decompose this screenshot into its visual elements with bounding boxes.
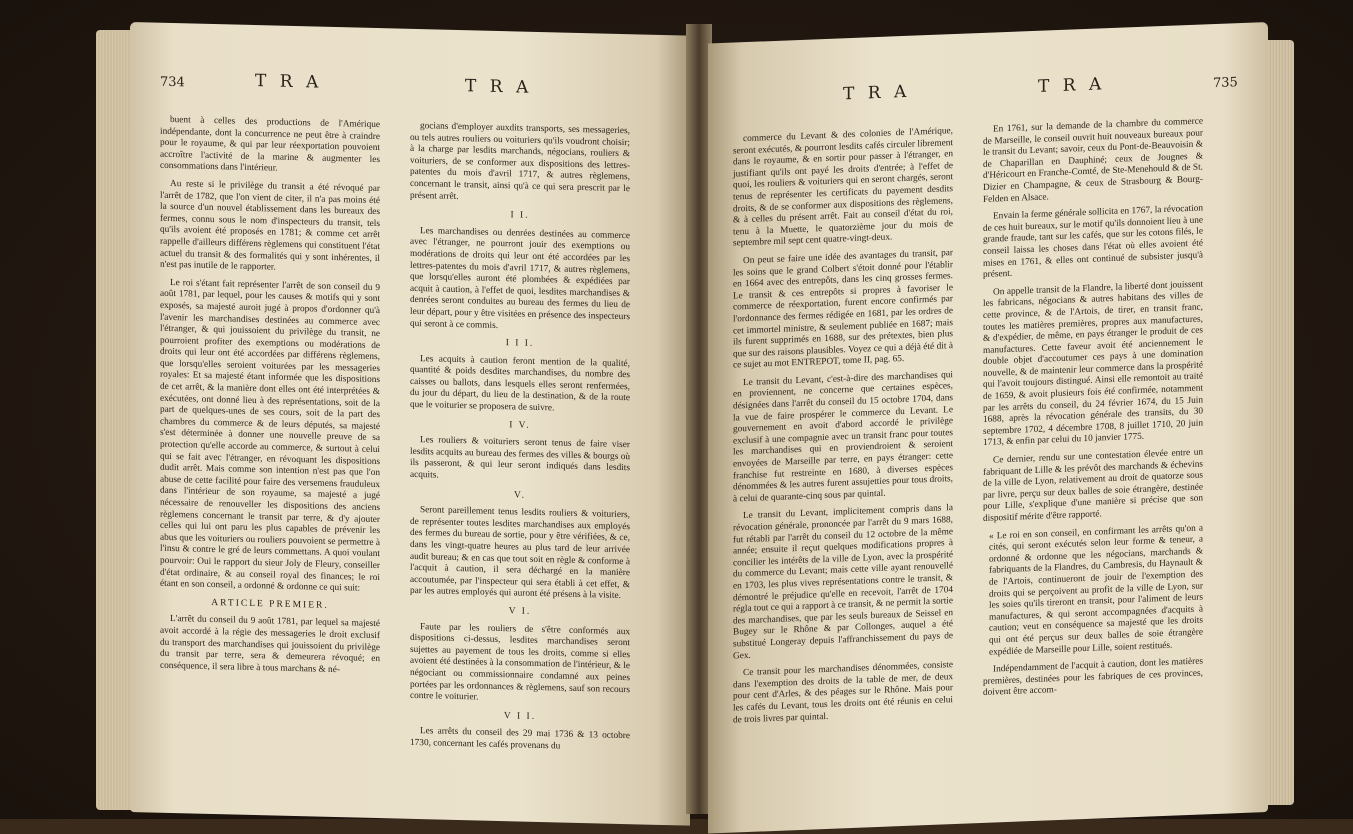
left-column-2 bbox=[410, 121, 630, 761]
left-page-edges bbox=[96, 30, 134, 810]
paragraph: L'arrêt du conseil du 9 août 1781, par lequel sa majesté avoit accordé à la régie des messageries le droit exclusif du transport des marchandises qui jouissoient du privilège du transit par terre, sera & demeurera révoqué; en conséquence, il sera libre à tous marchans & né- bbox=[160, 614, 380, 675]
paragraph: Indépendamment de l'acquit à caution, dont les matières premières, destinées pour les fabriques de ces provinces, doivent être accom- bbox=[983, 656, 1203, 699]
right-page-number: 735 bbox=[1213, 75, 1238, 92]
paragraph: Ce dernier, rendu sur une contestation élevée entre un fabriquant de Lille & les prévôt des marchands & échevins de la ville de Lyon, relativement au droit de quatorze sous par livre, perçu sur deux balles de soie étrangère, destinée pour Lille, s'explique d'une manière si précise que son dispositif mérite d'être rapporté. bbox=[983, 447, 1203, 524]
section-number: V. bbox=[513, 490, 526, 501]
right-page bbox=[708, 22, 1268, 834]
section-number: I I. bbox=[510, 210, 530, 221]
paragraph: Le transit du Levant, implicitement compris dans la révocation générale, prononcée par l'arrêt du 9 mars 1688, fut rétabli par l'arrêt du conseil du 12 octobre de la même année; ensuite il reçut quelques modifications propres à concilier les intérêts de la ville de Lyon, avec la prospérité du commerce du Levant; mais cette ville ayant renouvellé en 1703, les plus vives représentations contre le transit, & démontré le préjudice qu'elle en recevoit, l'arrêt de 1704 régla tout ce qui a rapport à ce transit, & ne permit la sortie des marchandises, que par les seuls bureaux de Seissel en Bugey sur le Rhône & par Collonges, auquel a été substitué Longeray depuis l'affranchissement du pays de Gex. bbox=[733, 503, 953, 662]
paragraph: Le roi s'étant fait représenter l'arrêt de son conseil du 9 août 1781, par lequel, pour les causes & motifs qui y sont exposés, sa majesté auroit jugé à propos d'ordonner qu'à l'avenir les marchandises destinées au commerce avec l'étranger, & qui jouissoient du privilège du transit, ne pourroient profiter des exemptions ou modérations de droits qui leur ont été accordées par différens règlemens, que lorsqu'elles seroient voiturées par les messageries royales: Et sa majesté étant informée que les dispositions de cet arrêt, & la manière dont elles ont été interprétées & exécutées, ont donné lieu à des représentations, soit de la part de quelques-unes de ses cours, soit de la part des chambres du commerce & de leurs députés, sa majesté s'est déterminée à donner une nouvelle preuve de sa protection qu'elle accorde au commerce, & surtout à celui qui se fait avec l'étranger, en révoquant les dispositions dudit arrêt. Mais comme son intention n'est pas que l'on abuse de cette facilité pour faire des versemens frauduleux dans l'intérieur de son royaume, sa majesté a jugé nécessaire de renouveller les dispositions des anciens règlemens concernant le transit par terre, & d'y ajouter celles qui lui ont paru les plus capables de prévenir les abus que les voituriers ou rouliers pouvoient se permettre à l'insu & contre le gré de leurs commettans. A quoi voulant pourvoir: Oui le rapport du sieur Joly de Fleury, conseiller d'état ordinaire, & au conseil royal des finances; le roi étant en son conseil, a ordonné & ordonne ce qui suit: bbox=[160, 277, 380, 594]
paragraph: Envain la ferme générale sollicita en 1767, la révocation de ces huit bureaux, sur le motif qu'ils donnoient lieu à une grande fraude, tant sur les cafés, que sur les cotons filés, le conseil laissa les choses dans l'état où elles avoient été mises en 1761, & elles ont continué de subsister jusqu'à présent. bbox=[983, 203, 1203, 281]
paragraph: Les arrêts du conseil des 29 mai 1736 & 13 octobre 1730, concernant les cafés provenans du bbox=[410, 726, 630, 752]
right-page-edges bbox=[1264, 40, 1294, 805]
paragraph: Ce transit pour les marchandises dénommées, consiste dans l'exemption des droits de la table de mer, de deux pour cent d'Arles, & des péages sur le Rhône. Mais pour les cafés du Levant, tous les droits ont été réunis en celui de trois livres par quintal. bbox=[733, 660, 953, 726]
left-page-header bbox=[130, 62, 690, 116]
paragraph: En 1761, sur la demande de la chambre du commerce de Marseille, le conseil ouvrit huit nouveaux bureaux pour le transit du Levant; savoir, ceux du Pont-de-Beauvoisin & de Chaparillan en Dauphiné; ceux de Jougnes & d'Héricourt en Franche-Comté, de Ste-Menehould & de St. Dizier en Champagne, & ceux de Strasbourg & Bourg-Felden en Alsace. bbox=[983, 116, 1203, 205]
right-page-header bbox=[708, 62, 1268, 124]
paragraph: buent à celles des productions de l'Amérique indépendante, dont la concurrence ne peut être à craindre pour le royaume, & qui par leur réexportation pouvoient accroître l'activité de la marine & augmenter les consommations dans l'intérieur. bbox=[160, 114, 380, 174]
left-running-head-2: T R A bbox=[465, 76, 533, 98]
left-page-number: 734 bbox=[160, 74, 185, 91]
section-number: V I. bbox=[508, 606, 532, 617]
paragraph: On peut se faire une idée des avantages du transit, par les soins que le grand Colbert s'étoit donné pour l'établir en 1664 avec des entrepôts, dans les cinq grosses fermes. Le transit & ces entrepôts si propres à favoriser le commerce de réexportation, furent encore confirmés par l'ordonnance des fermes rédigée en 1681, par les ordres de cet immortel ministre, & seulement publiée en 1687; mais ils furent supprimés en 1688, sur des prétextes, bien plus que sur des raisons plausibles. Voyez ce qui a déjà été dit à ce sujet au mot ENTREPOT, tome II, pag. 65. bbox=[733, 248, 953, 371]
right-running-head-2: T R A bbox=[1038, 74, 1106, 97]
right-column-2 bbox=[983, 116, 1203, 705]
left-running-head-1: T R A bbox=[255, 71, 323, 93]
right-running-head-1: T R A bbox=[843, 81, 911, 105]
paragraph: Le transit du Levant, c'est-à-dire des marchandises qui en proviennent, ne concerne que certaines espèces, désignées dans l'arrêt du conseil du 15 octobre 1704, dans la vue de faire prospérer le commerce du Levant. Le gouvernement en avoit d'abord accordé le privilège exclusif à une compagnie avec un transit franc pour toutes les marchandises qui en proviendroient & seroient envoyées de Marseille par terre, en pays étranger: cette franchise fut restreinte en 1680, à diverses espèces dénommées & les autres furent assujetties pour tous droits, à celui de quarante-cinq sous par quintal. bbox=[733, 369, 953, 505]
paragraph: gocians d'employer auxdits transports, ses messageries, ou tels autres rouliers ou voituriers qu'ils voudront choisir; à la charge par lesdits marchands, négocians, rouliers & voituriers, de se conformer aux dispositions des lettres-patentes du mois d'avril 1717, & autres règlemens, concernant le transit, ainsi qu'à ce qui sera prescrit par le présent arrêt. bbox=[410, 121, 630, 202]
left-column-1 bbox=[160, 115, 380, 684]
right-column-1 bbox=[733, 126, 953, 733]
quotation: « Le roi en son conseil, en confirmant les arrêts qu'on a cités, qui seront exécutés selon leur forme & teneur, a ordonné & ordonne que les négocians, marchands & fabriquants de la Flandres, du Cambresis, du Haynault & de l'Artois, continueront de jouir de l'exemption des droits qui se perçoivent au profit de la ville de Lyon, sur les soies qu'ils tireront en transit, pour l'aliment de leurs manufactures, & qui seront accompagnées d'acquits à caution; veut en conséquence sa majesté que les droits qui ont été perçus sur deux balles de soie étrangère expédiée de Marseille pour Lille, soient restitués. bbox=[989, 523, 1203, 658]
paragraph: Faute par les rouliers de s'être conformés aux dispositions ci-dessus, lesdites marchandises seront sujettes au payement de tous les droits, comme si elles avoient été destinées à la consommation de l'intérieur, & le négociant ou commissionnaire condamné aux peines portées par les ordonnances & règlemens, sauf son recours contre le voiturier. bbox=[410, 621, 630, 703]
article-heading: ARTICLE PREMIER. bbox=[211, 597, 329, 611]
paragraph: Les acquits à caution feront mention de la qualité, quantité & poids desdites marchandises, du nombre des caisses ou ballots, dans lesquels elles seront renfermées, du jour du départ, du lieu de la destination, & de la route que le voiturier se proposera de suivre. bbox=[410, 353, 630, 414]
paragraph: Les marchandises ou denrées destinées au commerce avec l'étranger, ne pourront jouir des exemptions ou modérations de droits qui leur ont été accordées par les lettres-patentes du mois d'avril 1717, & autres règlemens, que lorsqu'elles auront été plombées & expédiées par acquit à caution, à l'effet de quoi, lesdites marchandises & denrées seront conduites au bureau des fermes du lieu de leur départ, pour y être visitées en présence des inspecteurs qui seront à ce commis. bbox=[410, 225, 630, 331]
paragraph: Seront pareillement tenus lesdits rouliers & voituriers, de représenter toutes lesdites marchandises aux employés des fermes du bureau de sortie, pour y être vérifiées, & ce, dans les vingt-quatre heures au plus tard de leur arrivée audit bureau; & en cas que tout soit en règle & conforme à l'acquit à caution, il sera déchargé en la manière accoutumée, par l'inspecteur qui sera établi à cet effet, & par les autres employés qui auront été présens à la visite. bbox=[410, 505, 630, 602]
paragraph: Au reste si le privilège du transit a été révoqué par l'arrêt de 1782, que l'on vient de citer, il n'a pas moins été la source d'un nouvel établissement dans les bureaux des fermes, connu sous le nom d'inspecteurs du transit, tels qu'ils avoient été proposés en 1781; & comme cet arrêt rappelle d'ailleurs différens règlemens qui constituent l'état actuel du transit & des formalités qui y sont inhérentes, il n'est pas inutile de le rapporter. bbox=[160, 178, 380, 273]
paragraph: Les rouliers & voituriers seront tenus de faire viser lesdits acquits au bureau des fermes des villes & bourgs où ils passeront, & qui leur seront indiqués dans lesdits acquits. bbox=[410, 435, 630, 481]
section-number: V I I. bbox=[503, 710, 537, 722]
left-page bbox=[130, 22, 690, 826]
paragraph: commerce du Levant & des colonies de l'Amérique, seront exécutés, & pourront lesdits cafés circuler librement dans le royaume, & en sortir pour passer à l'étranger, en justifiant qu'ils ont payé les droits d'entrée; à l'effet de quoi, les rouliers & voituriers qui en seront chargés, seront tenus de représenter les certificats du payement desdits droits, & de se conformer aux dispositions des règlemens, & à celles du présent arrêt. Fait au conseil d'état du roi, tenu à la Muette, le quatorzième jour du mois de septembre mil sept cent quatre-vingt-deux. bbox=[733, 126, 953, 249]
paragraph: On appelle transit de la Flandre, la liberté dont jouissent les fabricans, négocians & autres habitans des villes de cette province, & de l'Artois, de tirer, en transit franc, toutes les matières premières, propres aux manufactures, & d'expédier, de même, en pays étranger le produit de ces manufactures. Cette faveur avoit été anciennement le double objet d'accoutumer ces pays à une domination nouvelle, & de maintenir leur commerce dans la prospérité qui l'avoit toujours distingué. Ainsi elle remontoit au traité de 1659, & avoit plusieurs fois été confirmée, notamment par les arrêts du conseil, du 24 février 1674, du 15 Juin 1688, après la révocation générale des transits, du 30 septembre 1702, 4 décembre 1708, 8 juillet 1710, 20 juin 1713, & enfin par celui du 10 janvier 1775. bbox=[983, 279, 1203, 449]
section-number: I V. bbox=[509, 419, 531, 431]
section-number: I I I. bbox=[505, 338, 535, 349]
